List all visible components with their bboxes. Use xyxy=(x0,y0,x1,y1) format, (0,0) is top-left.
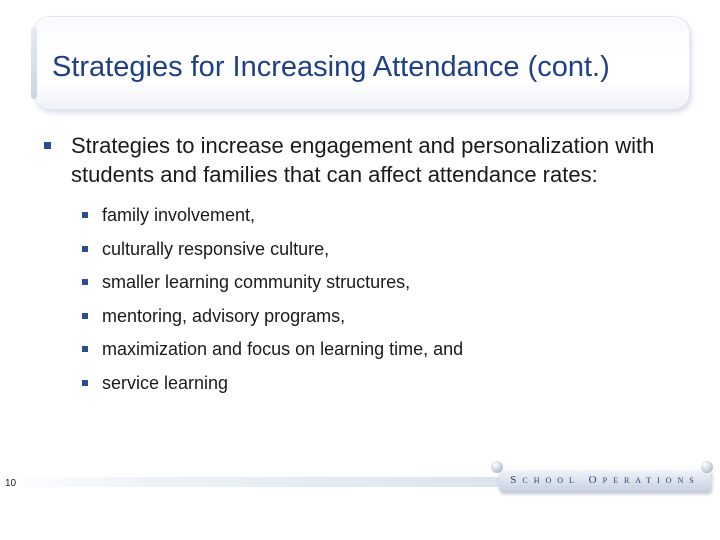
slide-title: Strategies for Increasing Attendance (cont.) xyxy=(52,51,610,83)
square-bullet-icon xyxy=(82,346,88,352)
school-operations-logo xyxy=(499,469,711,492)
sub-bullet-text: service learning xyxy=(102,372,229,393)
page-number: 10 xyxy=(5,478,17,489)
title-box xyxy=(34,17,689,109)
logo-text: SCHOOL OPERATIONS xyxy=(510,474,700,486)
main-bullet-item xyxy=(40,131,690,189)
square-bullet-icon xyxy=(82,279,88,285)
sub-bullet-item xyxy=(80,238,690,260)
logo-left-dot-icon xyxy=(491,461,503,473)
square-bullet-icon xyxy=(44,142,51,149)
sub-bullet-text: smaller learning community structures, xyxy=(102,272,411,292)
sub-bullet-text: maximization and focus on learning time, and xyxy=(102,339,464,359)
square-bullet-icon xyxy=(82,246,88,252)
footer-bar xyxy=(0,477,505,487)
sub-bullet-text: family involvement, xyxy=(102,205,256,225)
sub-bullet-item xyxy=(80,338,690,360)
sub-bullet-text: mentoring, advisory programs, xyxy=(102,305,346,326)
main-bullet-text: Strategies to increase engagement and personalization with students and families that can affect attendance rates: xyxy=(71,133,655,187)
square-bullet-icon xyxy=(82,380,88,386)
square-bullet-icon xyxy=(82,313,88,319)
logo-right-dot-icon xyxy=(701,461,713,473)
sub-bullet-item xyxy=(80,271,690,293)
square-bullet-icon xyxy=(82,212,88,218)
sub-bullet-item xyxy=(80,372,690,394)
sub-bullet-item xyxy=(80,305,690,327)
sub-bullet-text: culturally responsive culture, xyxy=(102,238,330,259)
slide-content xyxy=(40,131,690,405)
sub-bullet-item xyxy=(80,204,690,226)
sub-bullet-list xyxy=(40,204,690,394)
